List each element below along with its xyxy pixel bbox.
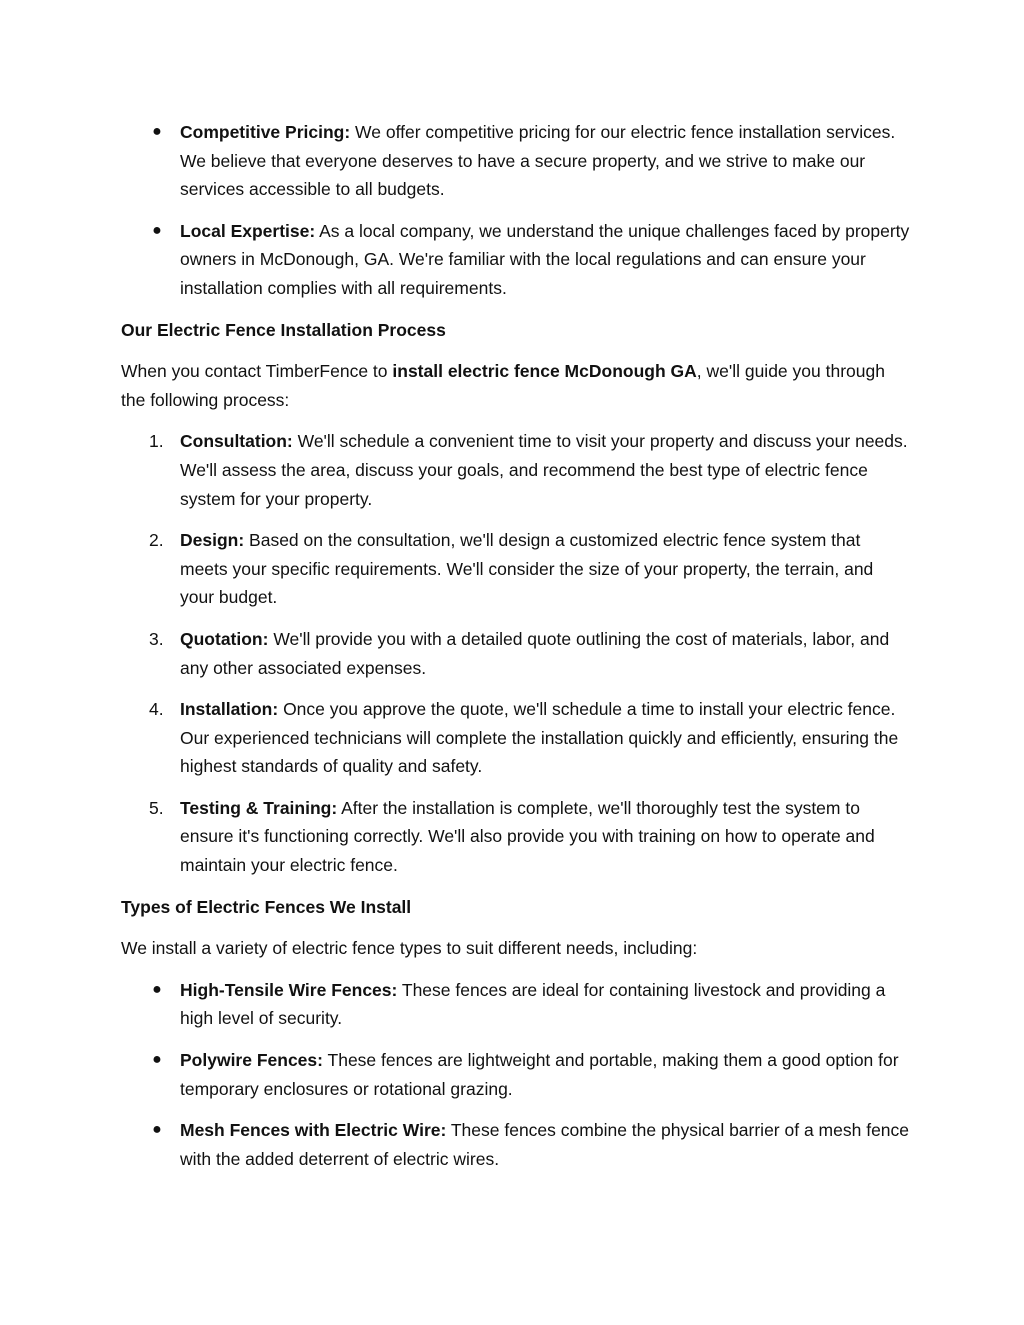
list-item [121, 118, 911, 204]
item-lead: Mesh Fences with Electric Wire: [180, 1120, 447, 1141]
step-text: Based on the consultation, we'll design a customized electric fence system that meets your specific requirements. We'll consider the size of your property, the terrain, and your budget. [180, 530, 874, 608]
list-item [121, 1116, 911, 1173]
step-item [121, 794, 911, 880]
process-steps-list [121, 427, 911, 879]
fence-types-list [121, 976, 911, 1174]
step-number: 4. [149, 699, 164, 720]
step-lead: Testing & Training: [180, 797, 338, 818]
step-lead: Consultation: [180, 431, 293, 452]
bullet-icon: ● [152, 1051, 162, 1069]
item-lead: Competitive Pricing: [180, 122, 351, 142]
item-text: These fences combine the physical barrier of a mesh fence with the added deterrent of electric wires. [180, 1120, 910, 1169]
intro-keyword: install electric fence McDonough GA [392, 361, 697, 382]
step-item [121, 526, 911, 612]
step-number: 5. [149, 797, 164, 818]
document-page [121, 118, 911, 1186]
item-text: These fences are lightweight and portable, making them a good option for temporary enclosures or rotational grazing. [180, 1050, 899, 1099]
step-text: We'll provide you with a detailed quote outlining the cost of materials, labor, and any other associated expenses. [180, 628, 890, 678]
list-item [121, 976, 911, 1033]
item-lead: Local Expertise: [180, 220, 316, 241]
benefits-list [121, 118, 911, 303]
bullet-icon: ● [152, 221, 162, 239]
item-lead: High-Tensile Wire Fences: [180, 979, 398, 1000]
bullet-icon: ● [152, 1121, 162, 1139]
types-intro: We install a variety of electric fence types to suit different needs, including: [121, 938, 698, 959]
step-item [121, 695, 911, 781]
step-number: 3. [149, 628, 164, 649]
step-lead: Design: [180, 530, 245, 551]
step-item [121, 625, 911, 682]
item-text: These fences are ideal for containing livestock and providing a high level of security. [180, 979, 886, 1029]
item-text: As a local company, we understand the unique challenges faced by property owners in McDonough, GA. We're familiar with the local regulations and can ensure your installation complies with all requirements. [180, 220, 910, 298]
intro-text-after: , we'll guide you through the following process: [121, 361, 885, 410]
process-heading: Our Electric Fence Installation Process [121, 319, 446, 340]
step-text: After the installation is complete, we'll thoroughly test the system to ensure it's functioning correctly. We'll also provide you with training on how to operate and maintain your electric fence. [180, 797, 875, 876]
list-item [121, 1046, 911, 1103]
step-text: Once you approve the quote, we'll schedule a time to install your electric fence. Our experienced technicians will complete the installation quickly and efficiently, ensuring the highest standards of quality and safety. [180, 699, 899, 777]
process-intro [121, 357, 911, 414]
step-text: We'll schedule a convenient time to visit your property and discuss your needs. We'll assess the area, discuss your goals, and recommend the best type of electric fence system for your property. [180, 431, 908, 509]
item-text: We offer competitive pricing for our electric fence installation services. We believe that everyone deserves to have a secure property, and we strive to make our services accessible to all budgets. [180, 122, 896, 200]
list-item [121, 217, 911, 303]
step-lead: Quotation: [180, 628, 269, 649]
bullet-icon: ● [152, 980, 162, 998]
step-lead: Installation: [180, 699, 279, 720]
types-heading: Types of Electric Fences We Install [121, 896, 412, 917]
step-number: 2. [149, 530, 164, 551]
intro-text-before: When you contact TimberFence to [121, 361, 393, 382]
bullet-icon: ● [152, 123, 162, 140]
item-lead: Polywire Fences: [180, 1050, 323, 1071]
step-number: 1. [149, 431, 164, 452]
step-item [121, 427, 911, 513]
